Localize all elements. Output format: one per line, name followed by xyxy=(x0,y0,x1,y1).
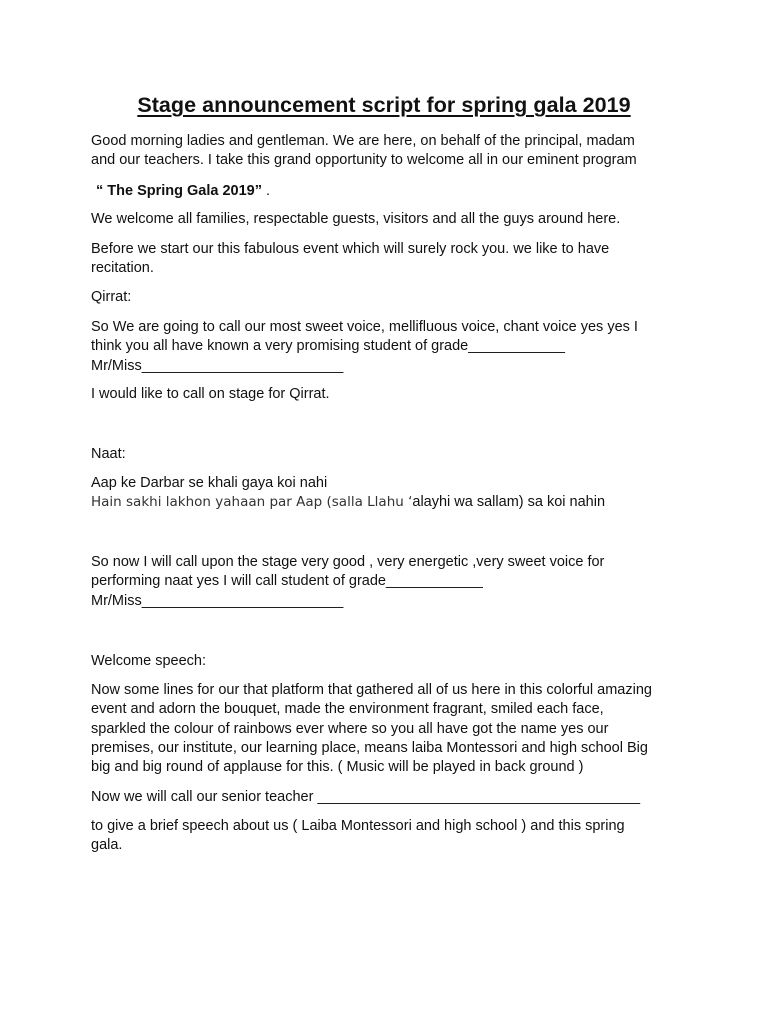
brief-speech-line-2: gala. xyxy=(91,837,123,854)
welcome-speech-line-5: big and big round of applause for this. ( Music will be played in back ground ) xyxy=(91,759,584,776)
brief-speech-paragraph xyxy=(91,817,691,856)
naat-verse xyxy=(91,474,691,513)
naat-call-line-1: So now I will call upon the stage very good , very energetic ,very sweet voice for xyxy=(91,554,605,570)
welcome-families-paragraph xyxy=(91,210,691,229)
naat-call-line-2: performing naat yes I will call student of grade____________ xyxy=(91,573,483,590)
intro-paragraph xyxy=(91,132,691,171)
welcome-speech-line-2: event and adorn the bouquet, made the environment fragrant, smiled each face, xyxy=(91,701,604,718)
naat-verse-line-2-part-2: alayhi wa sallam) sa koi nahin xyxy=(412,494,606,511)
welcome-speech-line-1: Now some lines for our that platform that gathered all of us here in this colorful amazing xyxy=(91,682,652,698)
naat-verse-line-1: Aap ke Darbar se khali gaya koi nahi xyxy=(91,475,328,491)
document-title: Stage announcement script for spring gala 2019 xyxy=(137,93,631,117)
before-start-paragraph xyxy=(91,240,691,279)
welcome-speech-line-4: premises, our institute, our learning place, means laiba Montessori and high school Big xyxy=(91,739,648,756)
before-start-line-2: recitation. xyxy=(91,260,154,277)
naat-call-line-3: Mr/Miss_________________________ xyxy=(91,592,344,609)
naat-verse-line-2-part-1: Hain sakhi lakhon yahaan par Aap (salla Llahu ‘ xyxy=(91,494,413,511)
naat-verse-line-2 xyxy=(91,493,691,512)
senior-teacher-paragraph xyxy=(91,788,691,807)
naat-call-paragraph xyxy=(91,553,691,611)
qirrat-invite-text: I would like to call on stage for Qirrat. xyxy=(91,386,330,402)
qirrat-heading-text: Qirrat: xyxy=(91,289,132,305)
senior-teacher-text: Now we will call our senior teacher ________________________________________ xyxy=(91,789,641,805)
welcome-speech-heading xyxy=(91,652,691,671)
welcome-speech-body xyxy=(91,681,691,777)
qirrat-invite-paragraph xyxy=(91,385,691,404)
before-start-line-1: Before we start our this fabulous event which will surely rock you. we like to have xyxy=(91,241,610,257)
welcome-families-text: We welcome all families, respectable guests, visitors and all the guys around here. xyxy=(91,211,621,227)
program-name-suffix: . xyxy=(262,183,271,199)
program-name: “ The Spring Gala 2019” xyxy=(96,183,262,199)
brief-speech-line-1: to give a brief speech about us ( Laiba Montessori and high school ) and this spring xyxy=(91,818,625,834)
naat-heading xyxy=(91,445,691,464)
qirrat-call-line-2: think you all have known a very promising student of grade____________ xyxy=(91,338,565,355)
welcome-speech-line-3: sparkled the colour of rainbows ever where so you all have got the name yes our xyxy=(91,720,609,737)
qirrat-call-paragraph xyxy=(91,318,691,376)
qirrat-heading xyxy=(91,288,691,307)
program-name-paragraph xyxy=(96,182,696,201)
welcome-speech-heading-text: Welcome speech: xyxy=(91,653,206,669)
intro-line-1: Good morning ladies and gentleman. We are here, on behalf of the principal, madam xyxy=(91,133,635,149)
qirrat-call-line-1: So We are going to call our most sweet voice, mellifluous voice, chant voice yes yes I xyxy=(91,319,638,335)
naat-heading-text: Naat: xyxy=(91,446,126,462)
qirrat-call-line-3: Mr/Miss_________________________ xyxy=(91,357,344,374)
intro-line-2: and our teachers. I take this grand opportunity to welcome all in our eminent program xyxy=(91,152,637,169)
